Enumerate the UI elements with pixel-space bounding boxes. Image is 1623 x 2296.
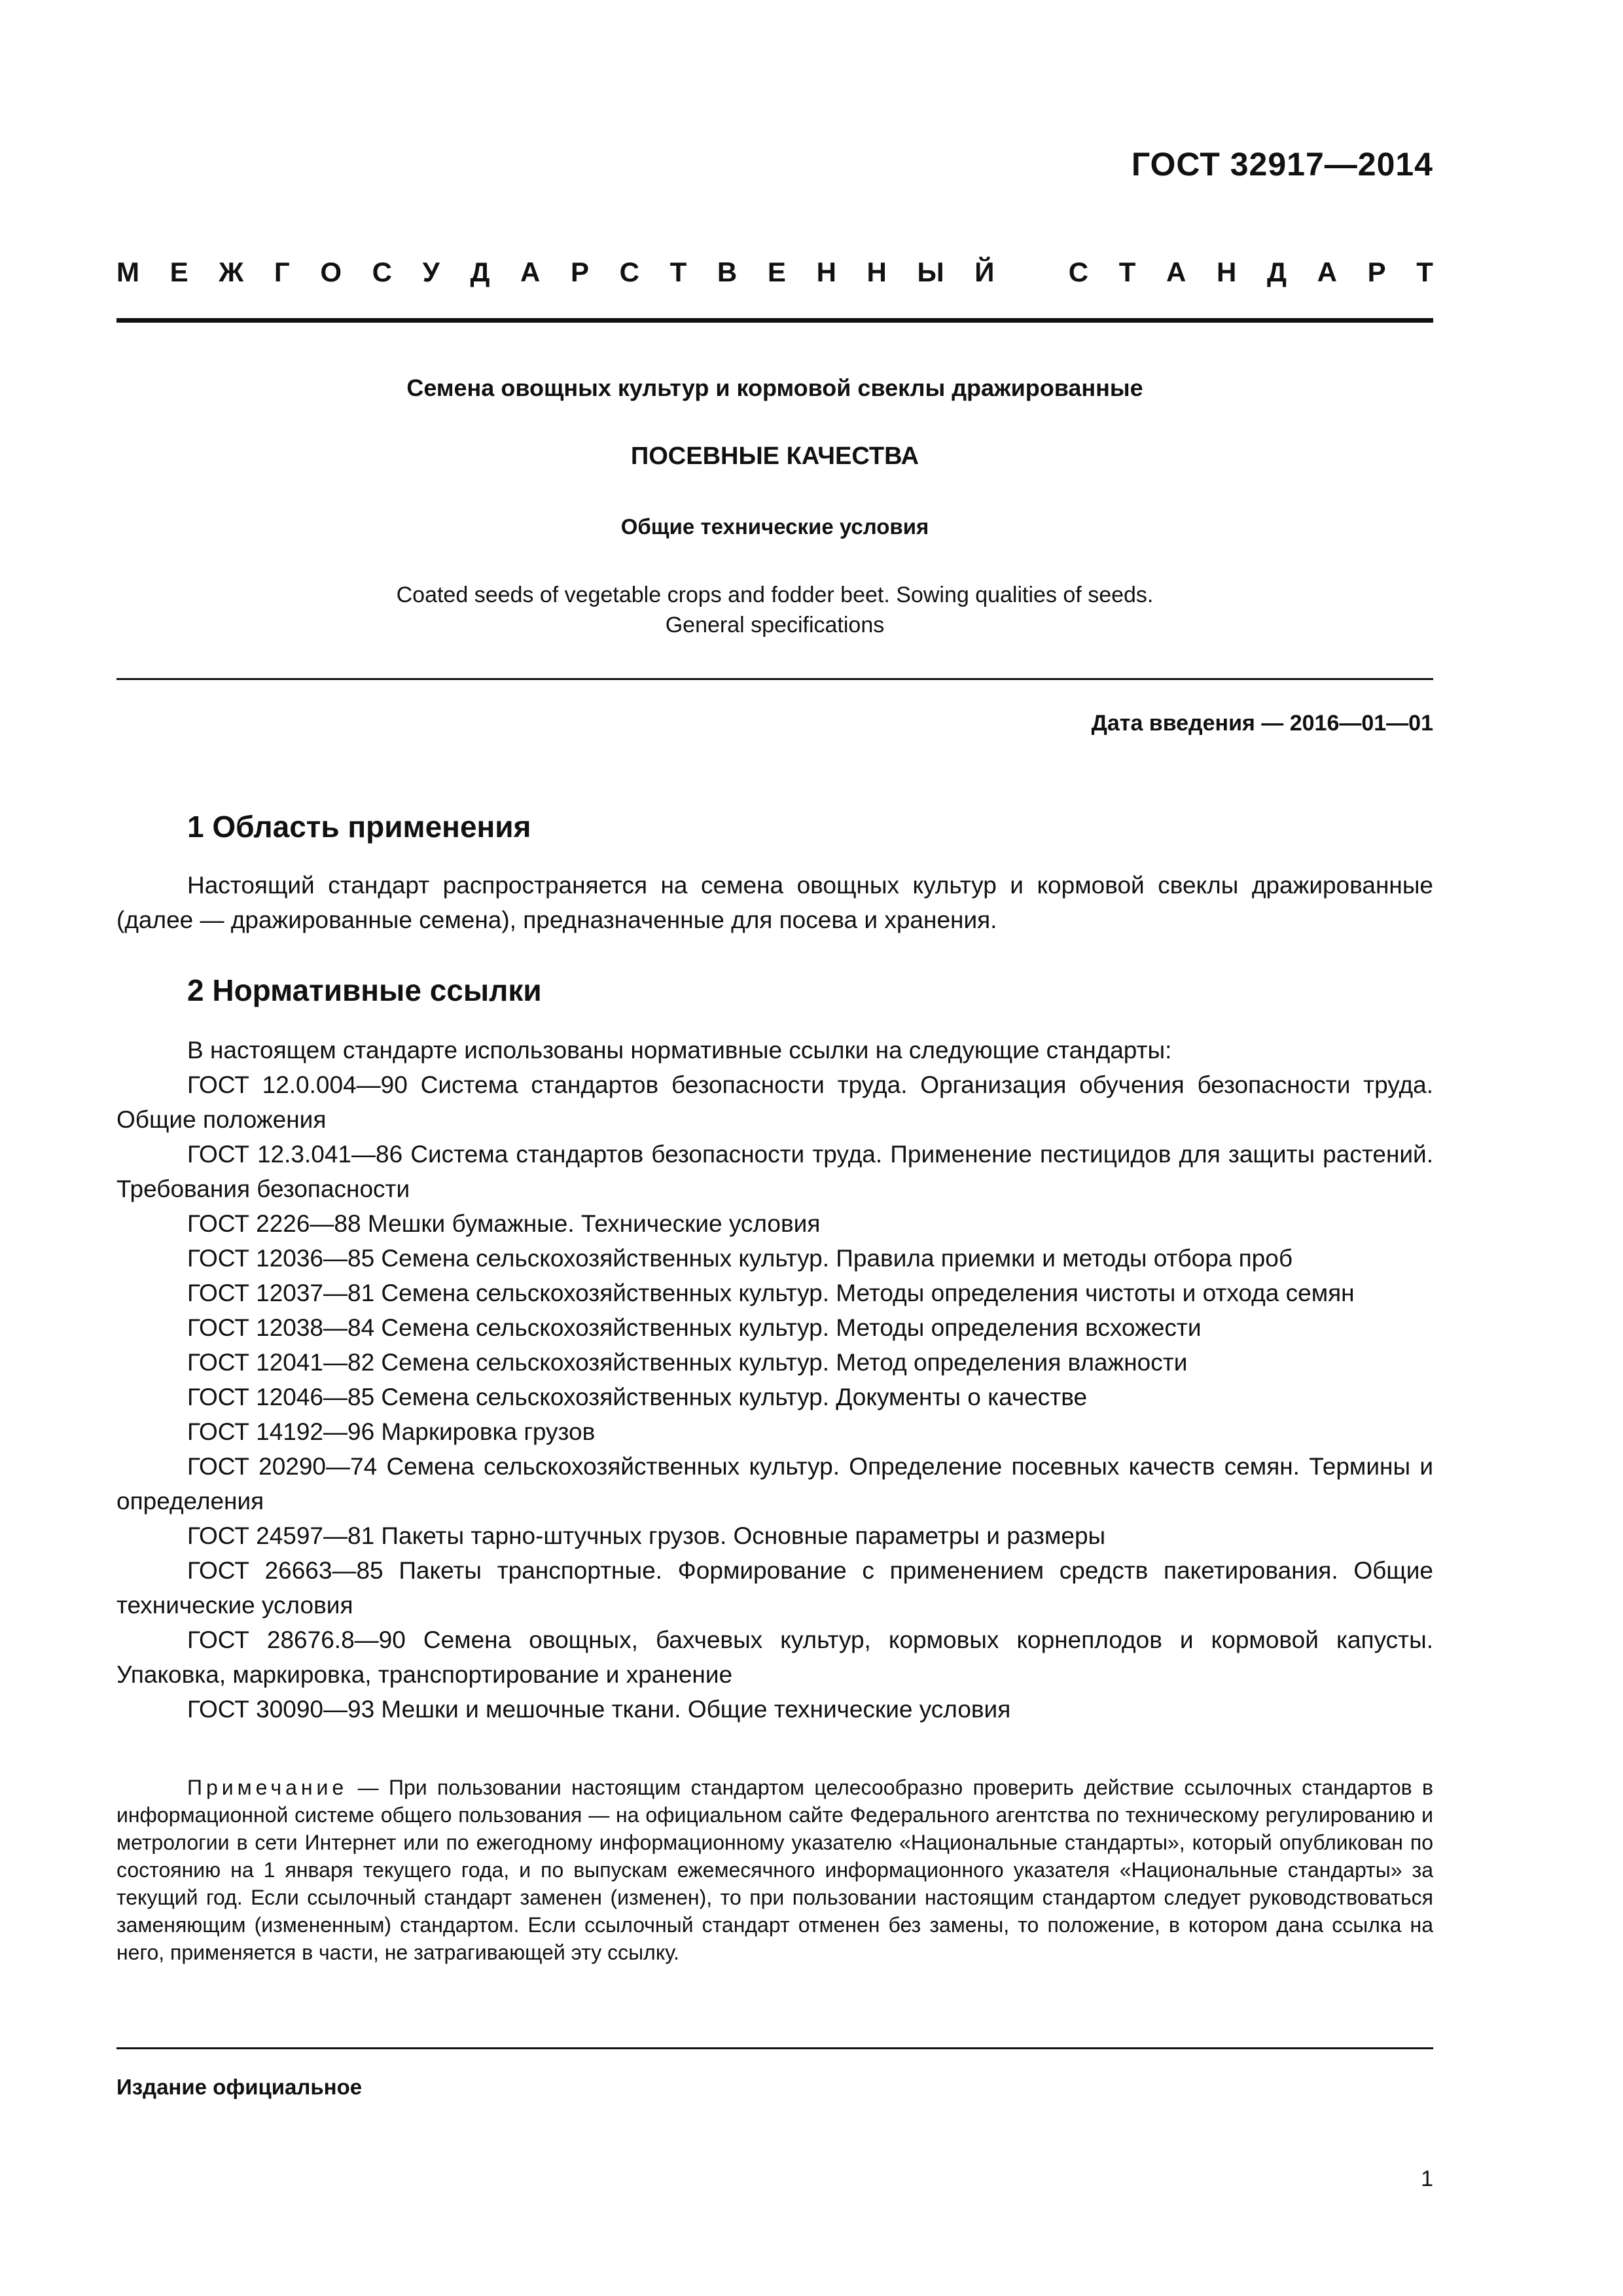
reference-item: ГОСТ 14192—96 Маркировка грузов <box>187 1418 596 1445</box>
title-russian: Семена овощных культур и кормовой свеклы дражированные <box>406 374 1143 401</box>
intro-date: Дата введения — 2016—01—01 <box>1091 711 1433 736</box>
heading-letter: Ж <box>219 257 244 287</box>
reference-item: ГОСТ 12.3.041—86 Система стандартов безопасности труда. Применение пестицидов для защиты растений. Требования безопасности <box>116 1141 1433 1202</box>
heading-letter: М <box>116 257 139 287</box>
heading-letter: В <box>717 257 738 287</box>
reference-item: ГОСТ 30090—93 Мешки и мешочные ткани. Общие технические условия <box>187 1696 1011 1723</box>
doc-number: ГОСТ 32917—2014 <box>1131 146 1433 183</box>
heading-letter: Ы <box>917 257 944 287</box>
document-page <box>116 0 1433 2296</box>
section-2-intro: В настоящем стандарте использованы нормативные ссылки на следующие стандарты: <box>187 1037 1172 1064</box>
section-1-paragraph: Настоящий стандарт распространяется на семена овощных культур и кормовой свеклы дражированные (далее — дражированные семена), предназначенные для посева и хранения. <box>116 872 1433 933</box>
section-1-heading: 1 Область применения <box>187 810 531 844</box>
standard-type-heading <box>116 257 1433 288</box>
header-rule <box>116 318 1433 323</box>
title-rule <box>116 678 1433 680</box>
reference-item: ГОСТ 12041—82 Семена сельскохозяйственных культур. Метод определения влажности <box>187 1349 1188 1376</box>
page-number: 1 <box>1421 2166 1433 2191</box>
section-2-heading: 2 Нормативные ссылки <box>187 973 542 1007</box>
heading-letter: Р <box>1367 257 1386 287</box>
references-list <box>116 1067 1433 1727</box>
title-subtitle: Общие технические условия <box>620 514 929 539</box>
heading-letter: Н <box>816 257 836 287</box>
note-text: — При пользовании настоящим стандартом целесообразно проверить действие ссылочных стандартов в информационной системе общего пользования — на официальном сайте Федерального агентства по техническому регулированию и метрологии в сети Интернет или по ежегодному информационному указателю «Национальные стандарты», который опубликован по состоянию на 1 января текущего года, и по выпускам ежемесячного информационного указателя «Национальные стандарты» за текущий год. Если ссылочный стандарт заменен (изменен), то при пользовании настоящим стандартом следует руководствоваться заменяющим (измененным) стандартом. Если ссылочный стандарт отменен без замены, то положение, в котором дана ссылка на него, применяется в части, не затрагивающей эту ссылку. <box>116 1776 1433 1964</box>
title-english <box>116 580 1433 640</box>
note-label: Примечание <box>187 1776 348 1799</box>
reference-item: ГОСТ 24597—81 Пакеты тарно-штучных грузов. Основные параметры и размеры <box>187 1522 1106 1549</box>
heading-letter: Й <box>974 257 995 287</box>
heading-letter: С <box>372 257 393 287</box>
heading-letter: Т <box>1118 257 1136 287</box>
reference-item: ГОСТ 26663—85 Пакеты транспортные. Формирование с применением средств пакетирования. Общие технические условия <box>116 1557 1433 1619</box>
reference-item: ГОСТ 2226—88 Мешки бумажные. Технические условия <box>187 1210 821 1237</box>
heading-letter: Н <box>866 257 887 287</box>
title-english-line1: Coated seeds of vegetable crops and fodder beet. Sowing qualities of seeds. <box>396 583 1154 607</box>
footer-rule <box>116 2047 1433 2049</box>
heading-letter: С <box>1068 257 1089 287</box>
note <box>116 1774 1433 1966</box>
heading-letter: Е <box>767 257 786 287</box>
heading-letter: А <box>520 257 541 287</box>
reference-item: ГОСТ 12038—84 Семена сельскохозяйственных культур. Методы определения всхожести <box>187 1314 1202 1341</box>
heading-letter: Н <box>1217 257 1237 287</box>
heading-letter: А <box>1317 257 1337 287</box>
heading-letter: С <box>619 257 639 287</box>
heading-letter: Г <box>274 257 290 287</box>
reference-item: ГОСТ 20290—74 Семена сельскохозяйственных культур. Определение посевных качеств семян. Термины и определения <box>116 1453 1433 1515</box>
heading-letter: Т <box>669 257 687 287</box>
reference-item: ГОСТ 28676.8—90 Семена овощных, бахчевых культур, кормовых корнеплодов и кормовой капусты. Упаковка, маркировка, транспортирование и хранение <box>116 1626 1433 1688</box>
edition-label: Издание официальное <box>116 2075 363 2099</box>
title-english-line2: General specifications <box>665 613 885 637</box>
heading-letter: Д <box>470 257 490 287</box>
heading-letter: Т <box>1416 257 1433 287</box>
heading-letter: О <box>320 257 342 287</box>
heading-word-gap <box>1025 257 1038 288</box>
section-2-text <box>116 1033 1433 1727</box>
section-1-text <box>116 868 1433 937</box>
heading-letter: Д <box>1267 257 1287 287</box>
reference-item: ГОСТ 12046—85 Семена сельскохозяйственных культур. Документы о качестве <box>187 1384 1088 1410</box>
reference-item: ГОСТ 12.0.004—90 Система стандартов безопасности труда. Организация обучения безопасности труда. Общие положения <box>116 1071 1433 1133</box>
heading-letter: Р <box>570 257 589 287</box>
heading-letter: Е <box>169 257 188 287</box>
heading-letter: У <box>422 257 440 287</box>
title-main: ПОСЕВНЫЕ КАЧЕСТВА <box>630 442 919 470</box>
reference-item: ГОСТ 12036—85 Семена сельскохозяйственных культур. Правила приемки и методы отбора проб <box>187 1245 1293 1272</box>
heading-letter: А <box>1166 257 1186 287</box>
reference-item: ГОСТ 12037—81 Семена сельскохозяйственных культур. Методы определения чистоты и отхода семян <box>187 1280 1355 1306</box>
